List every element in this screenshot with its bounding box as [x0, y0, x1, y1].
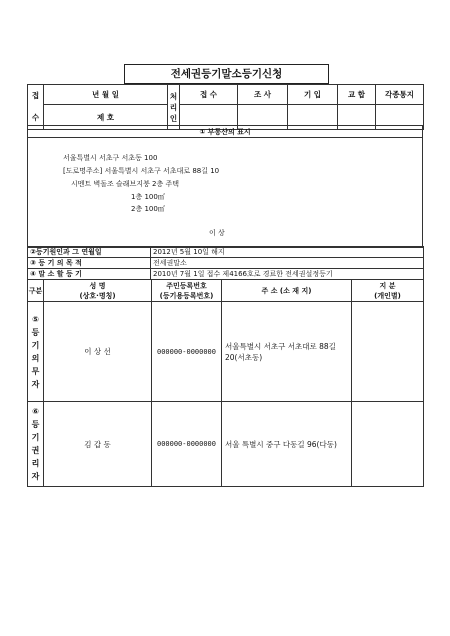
header-review: 조 사: [238, 85, 288, 105]
property-section-title: ① 부동산의 표시: [28, 126, 423, 138]
form-title: 전세권등기말소등기신청: [124, 64, 329, 84]
info-value: 전세권말소: [151, 258, 424, 269]
obligee-name: 김 갑 동: [44, 402, 152, 487]
header-entry: 기 입: [288, 85, 338, 105]
header-check: 교 합: [338, 85, 376, 105]
obligor-regno: 000000-0000000: [152, 302, 222, 402]
header-notice: 각종통지: [376, 85, 424, 105]
receipt-table: [27, 84, 424, 130]
header-regno: 주민등록번호 (등기용등록번호): [152, 280, 222, 302]
table-row: [28, 258, 424, 269]
info-table: [27, 246, 424, 280]
parties-table: [27, 279, 424, 487]
obligee-label: ⑥ 등 기 권 리 자: [28, 402, 44, 487]
info-value: 2010년 7월 1일 접수 제4166호로 경료한 전세권설정등기: [151, 269, 424, 280]
table-row: [28, 247, 424, 258]
obligee-share: [352, 402, 424, 487]
obligor-address: 서울특별시 서초구 서초대로 88길 20(서초동): [222, 302, 352, 402]
header-share: 지 분 (개인별): [352, 280, 424, 302]
property-line: 시멘트 벽돌조 슬래브지붕 2층 주택: [71, 180, 180, 188]
property-line: 2층 100㎡: [131, 205, 165, 213]
property-description: [28, 138, 423, 248]
obligor-name: 이 상 선: [44, 302, 152, 402]
header-category: 구분: [28, 280, 44, 302]
obligee-address: 서울 특별시 중구 다동길 96(다동): [222, 402, 352, 487]
receipt-date: 년 월 일: [44, 85, 168, 105]
property-line: [도로명주소] 서울특별시 서초구 서초대로 88길 10: [63, 167, 220, 175]
table-row: [28, 402, 424, 487]
info-label: ③ 등 기 의 목 적: [28, 258, 151, 269]
process-label: 처 리 인: [168, 85, 180, 130]
table-row: [28, 269, 424, 280]
info-label: ④ 말 소 할 등 기: [28, 269, 151, 280]
receipt-number: 제 호: [44, 105, 168, 130]
table-row: [28, 280, 424, 302]
obligor-share: [352, 302, 424, 402]
header-name: 성 명 (상호·명칭): [44, 280, 152, 302]
property-line: 이 상: [209, 229, 225, 237]
obligee-regno: 000000-0000000: [152, 402, 222, 487]
header-receipt: 접 수: [180, 85, 238, 105]
property-line: 1층 100㎡: [131, 193, 165, 201]
obligor-label: ⑤ 등 기 의 무 자: [28, 302, 44, 402]
property-line: 서울특별시 서초구 서초동 100: [63, 154, 158, 162]
info-value: 2012년 5월 10일 해지: [151, 247, 424, 258]
table-row: [28, 302, 424, 402]
receipt-label: 접 수: [28, 85, 44, 130]
info-label: ②등기원인과 그 연월일: [28, 247, 151, 258]
property-table: [27, 125, 423, 248]
header-address: 주 소 (소 재 지): [222, 280, 352, 302]
